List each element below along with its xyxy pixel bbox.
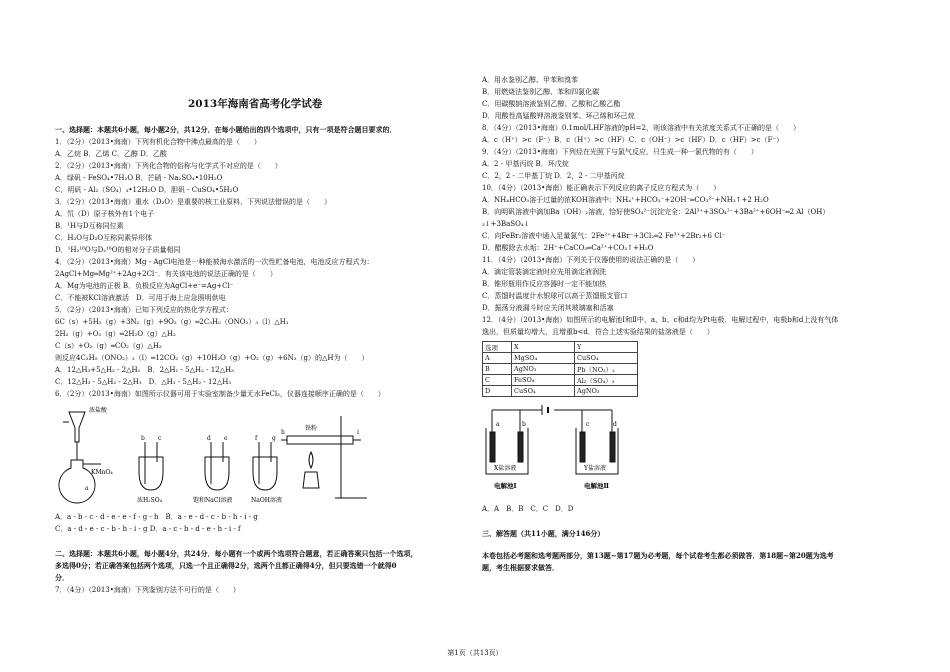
q8: 8．（4分）（2013•海南）0.1mol/LHF溶液的pH=2，则该溶液中有关浓度关系式不正确的是（ ）	[482, 124, 800, 132]
table-row	[483, 386, 638, 397]
svg-text:c: c	[158, 435, 162, 442]
q9: 9．（4分）（2013•海南）下列烃在光照下与氯气反应，只生成一种一氯代物的有（ ）	[482, 148, 758, 156]
table-cell: CuSO₄	[512, 386, 575, 397]
q3: 3．（2分）（2013•海南）重水（D₂O）是重要的核工业原料，下列说法错误的是（ ）	[55, 198, 332, 206]
section1-heading: 一、选择题：本题共6小题，每小题2分，共12分．在每小题给出的四个选项中，只有一项是符合题目要求的．	[55, 125, 397, 134]
q5-eq3: C（s）+O₂（g）═CO₂（g）△H₃	[55, 342, 162, 350]
page-title: 2013年海南省高考化学试卷	[188, 98, 323, 110]
q2: 2．（2分）（2013•海南）下列化合物的俗称与化学式不对应的是（ ）	[55, 162, 282, 170]
q10: 10．（4分）（2013•海南）能正确表示下列反应的离子反应方程式为（ ）	[482, 184, 721, 192]
table-header: Y	[575, 342, 638, 353]
section2-line2: 多选得0分；若正确答案包括两个选项，只选一个且正确得2分，选两个且都正确得4分，但只要选错一个就得0	[55, 561, 397, 570]
label-cell-1: 电解池Ⅰ	[494, 482, 517, 490]
section2-line3: 分．	[55, 573, 69, 582]
q4-options-cd: C．不能被KCl溶液激活 D．可用于海上应急照明供电	[55, 294, 226, 302]
q12-options: A．A B．B C．C D．D	[482, 505, 574, 513]
q12: 12．（4分）（2013•海南）如图所示的电解池Ⅰ和Ⅱ中，a、b、c和d均为Pt电极．电解过程中，电极b和d上没有气体	[482, 316, 839, 324]
q7-option-c: C．用碳酸钠溶液鉴别乙醇、乙酸和乙酸乙酯	[482, 100, 621, 108]
wash-bottle-3	[253, 457, 277, 490]
svg-text:b: b	[141, 435, 145, 442]
q3-option-b: B．¹H与D互称同位素	[55, 222, 124, 230]
q11-option-b: B．锥形瓶用作反应容器时一定不能加热	[482, 280, 607, 288]
wash-bottle-1	[139, 457, 163, 490]
table-cell: D	[483, 386, 512, 397]
options-table	[482, 341, 638, 397]
label-conc-hcl: 浓盐酸	[89, 407, 108, 414]
svg-text:d: d	[207, 435, 211, 442]
section3-heading: 三、解答题（共11小题，满分146分）	[482, 529, 605, 538]
svg-text:a: a	[496, 421, 500, 428]
table-header-row	[483, 342, 638, 353]
label-iron-powder: 铁粉	[305, 425, 318, 432]
table-cell: B	[483, 364, 512, 375]
round-flask	[59, 460, 95, 503]
burner	[303, 472, 319, 488]
q1-options: A．乙烷 B．乙烯 C．乙醇 D．乙酸	[55, 150, 167, 158]
q1: 1．（2分）（2013•海南）下列有机化合物中沸点最高的是（ ）	[55, 138, 261, 146]
q7-option-a: A．用水鉴别乙醇、甲苯和溴苯	[482, 76, 579, 84]
section3-note-line1: 本卷包括必考题和选考题两部分，第13题~第17题为必考题，每个试卷考生都必须做答．第18题~第20题为选考	[482, 551, 834, 560]
table-cell: FeSO₄	[512, 375, 575, 386]
table-cell: A	[483, 353, 512, 364]
wash-bottle-2	[205, 457, 229, 490]
q10-option-b: B．向明矾溶液中滴加Ba（OH）₂溶液，恰好使SO₄²⁻沉淀完全：2Al³⁺+3SO₄²⁻+3Ba²⁺+6OH⁻═2 Al（OH）	[482, 208, 830, 216]
table-cell: C	[483, 375, 512, 386]
q5-eq2: 2H₂（g）+O₂（g）═2H₂O（g）△H₂	[55, 330, 176, 338]
q10-option-b-cont: ₃↓+3BaSO₄↓	[482, 220, 530, 228]
table-cell: MgSO₄	[512, 353, 575, 364]
label-y-solution: Y盐溶液	[584, 465, 606, 472]
q5: 5．（2分）（2013•海南）已知下列反应的热化学方程式：	[55, 306, 233, 314]
table-row	[483, 375, 638, 386]
table-header: 选项	[483, 342, 512, 353]
q6: 6．（2分）（2013•海南）如图所示仪器可用于实验室制备少量无水FeCl₃，仪器连接顺序正确的是（ ）	[55, 390, 385, 398]
q3-option-d: D．¹H₂¹⁸O与D₂¹⁶O的相对分子质量相同	[55, 246, 181, 254]
q12-cont: 逸出，但质量均增大，且增重b<d．符合上述实验结果的盐溶液是（ ）	[482, 328, 714, 336]
q4-options-ab: A．Mg为电池的正极 B．负极反应为AgCl+e⁻=Ag+Cl⁻	[55, 282, 234, 290]
page-footer: 第1页（共13页）	[447, 649, 503, 657]
q2-options-ab: A．绿矾 - FeSO₄•7H₂O B．芒硝 - Na₂SO₄•10H₂O	[55, 174, 223, 182]
q3-option-c: C．H₂O与D₂O互称同素异形体	[55, 234, 153, 242]
q3-option-a: A．氘（D）原子核外有1个电子	[55, 210, 155, 218]
svg-text:c: c	[586, 421, 590, 428]
table-cell: Al₂（SO₄）₃	[575, 375, 638, 386]
q6-options-ab: A．a - b - c - d - e - e - f - g - h B．a - e - d - c - b - h - i - g	[55, 513, 258, 521]
q11-option-a: A．滴定管装滴定液时应先用滴定液润洗	[482, 268, 607, 276]
svg-text:h: h	[281, 429, 285, 436]
q5-eq1: 6C（s）+5H₂（g）+3N₂（g）+9O₂（g）═2C₃H₅（ONO₂）₃（l）△H₁	[55, 318, 289, 326]
q5-options-ab: A．12△H₃+5△H₂ - 2△H₁ B．2△H₁ - 5△H₂ - 12△H₃	[55, 366, 234, 374]
q5-target: 则反应4C₃H₅（ONO₂）₃（l）═12CO₂（g）+10H₂O（g）+O₂（g）+6N₂（g）的△H为（ ）	[55, 354, 369, 362]
label-kmno4: KMnO₄	[91, 469, 113, 476]
label-naoh: NaOH溶液	[251, 497, 282, 504]
table-cell: CuSO₄	[575, 353, 638, 364]
q8-options: A．c（H⁺）>c（F⁻）B．c（H⁺）>c（HF）C．c（OH⁻）>c（HF）D．c（HF）>c（F⁻）	[482, 136, 784, 144]
label-cell-2: 电解池Ⅱ	[584, 482, 609, 490]
q6-options-cd: C．a - d - e - c - b - h - i - g D．a - c - b - d - e - h - i - f	[55, 525, 241, 533]
q5-options-cd: C．12△H₃ - 5△H₂ - 2△H₁ D．△H₁ - 5△H₂ - 12△H₃	[55, 378, 232, 386]
svg-text:b: b	[522, 421, 526, 428]
section3-note-line2: 题，考生根据要求做答．	[482, 563, 559, 572]
electrolysis-figure	[482, 402, 632, 500]
q11: 11．（4分）（2013•海南）下列关于仪器使用的说法正确的是（ ）	[482, 256, 700, 264]
svg-text:d: d	[613, 421, 617, 428]
q4-equation: 2AgCl+Mg═Mg²⁺+2Ag+2Cl⁻．有关该电池的说法正确的是（ ）	[55, 270, 277, 278]
q7-option-d: D．用酸性高锰酸钾溶液鉴别苯、环己烯和环己烷	[482, 112, 635, 120]
q10-option-c: C．向FeBr₂溶液中通入足量氯气：2Fe²⁺+4Br⁻+3Cl₂═2 Fe³⁺+2Br₂+6 Cl⁻	[482, 232, 726, 240]
table-cell: AgNO₃	[512, 364, 575, 375]
q9-options-cd: C．2，2 - 二甲基丁烷 D．2，2 - 二甲基丙烷	[482, 172, 625, 180]
table-row	[483, 364, 638, 375]
svg-text:i: i	[357, 429, 359, 436]
svg-text:g: g	[272, 435, 276, 442]
dropping-funnel	[69, 412, 85, 442]
section2-line1: 二、选择题：本题共6小题，每小题4分，共24分．每小题有一个或两个选项符合题意，若正确答案只包括一个选项，	[55, 549, 418, 558]
reaction-tube	[287, 436, 353, 444]
table-cell: Pb（NO₃）₂	[575, 364, 638, 375]
svg-text:e: e	[224, 435, 228, 442]
svg-text:a: a	[85, 485, 89, 492]
q11-option-d: D．振荡分液漏斗时应关闭其玻璃塞和活塞	[482, 304, 614, 312]
label-conc-h2so4: 浓H₂SO₄	[137, 497, 163, 504]
q7: 7．（4分）（2013•海南）下列鉴别方法不可行的是（ ）	[55, 586, 240, 594]
table-cell: AgNO₃	[575, 386, 638, 397]
q10-option-d: D．醋酸除去水垢：2H⁺+CaCO₃═Ca²⁺+CO₂↑+H₂O	[482, 244, 654, 252]
table-row	[483, 353, 638, 364]
q2-options-cd: C．明矾 - Al₂（SO₄）₃•12H₂O D．胆矾 - CuSO₄•5H₂O	[55, 186, 239, 194]
q10-option-a: A．NH₄HCO₃溶于过量的浓KOH溶液中：NH₄⁺+HCO₃⁻+2OH⁻═CO₃²⁻+NH₃↑+2 H₂O	[482, 196, 769, 204]
label-x-solution: X盐溶液	[494, 465, 517, 472]
q11-option-c: C．蒸馏时温度计水银球可以高于蒸馏瓶支管口	[482, 292, 628, 300]
q4: 4．（2分）（2013•海南）Mg - AgCl电池是一种能被海水激活的一次性贮备电池，电池反应方程式为：	[55, 258, 374, 266]
svg-text:f: f	[255, 435, 258, 442]
table-header: X	[512, 342, 575, 353]
apparatus-figure	[55, 402, 375, 507]
label-sat-nacl: 饱和NaCl溶液	[193, 497, 233, 504]
q7-option-b: B．用燃烧法鉴别乙醇、苯和四氯化碳	[482, 88, 600, 96]
q9-options-ab: A．2 - 甲基丙烷 B．环戊烷	[482, 160, 569, 168]
